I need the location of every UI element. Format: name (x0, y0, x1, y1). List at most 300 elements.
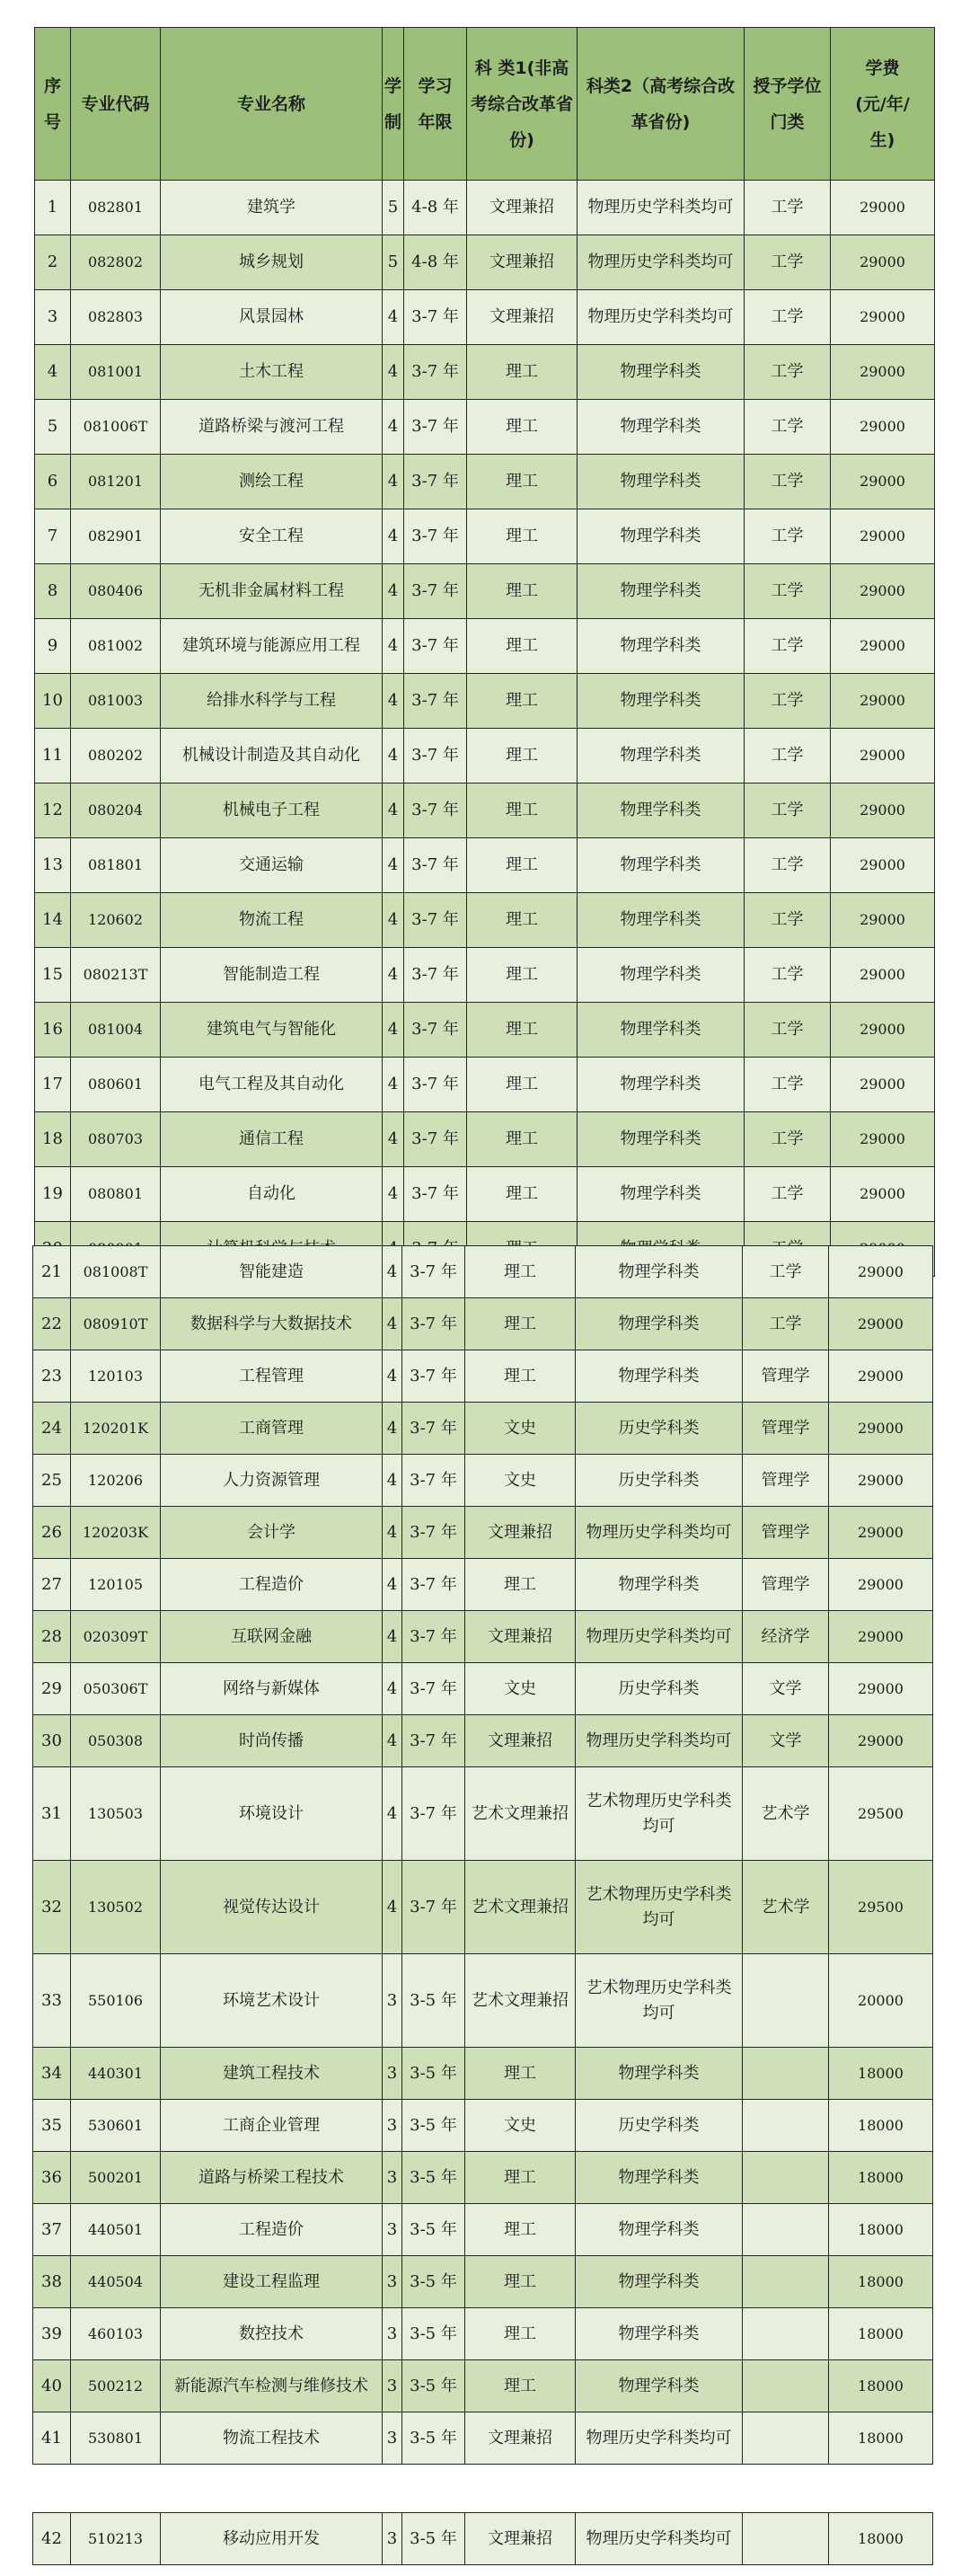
cell-tuition: 29000 (829, 1611, 933, 1663)
cell-tuition: 29000 (829, 1298, 933, 1350)
cell-years: 3-7 年 (402, 1663, 465, 1715)
cell-seq: 41 (33, 2412, 71, 2465)
cell-code: 081003 (71, 674, 161, 729)
cell-code: 440301 (71, 2048, 161, 2100)
cell-duration: 5 (383, 235, 404, 290)
table-row (35, 674, 935, 729)
cell-category-2: 物理学科类 (576, 2308, 743, 2360)
cell-seq: 8 (35, 564, 71, 619)
cell-tuition: 20000 (829, 1954, 933, 2048)
header-category-1-line: 份) (509, 129, 534, 150)
cell-duration: 4 (383, 1455, 402, 1507)
cell-tuition: 29000 (831, 345, 935, 400)
cell-code: 120206 (71, 1455, 161, 1507)
cell-category-1: 理工 (467, 1167, 578, 1222)
cell-years: 3-5 年 (402, 2048, 465, 2100)
cell-years: 3-7 年 (402, 1767, 465, 1861)
cell-name: 工程管理 (161, 1350, 383, 1403)
table-row (33, 1954, 933, 2048)
cell-degree (743, 2100, 829, 2152)
table-row (33, 2360, 933, 2412)
cell-tuition: 29000 (831, 619, 935, 674)
cell-years: 4-8 年 (404, 181, 467, 235)
cell-duration: 3 (383, 2100, 402, 2152)
cell-years: 3-5 年 (402, 2152, 465, 2204)
cell-duration: 3 (383, 2308, 402, 2360)
cell-code: 081004 (71, 1003, 161, 1058)
cell-degree (743, 2360, 829, 2412)
cell-name: 建筑电气与智能化 (161, 1003, 383, 1058)
cell-category-1: 文理兼招 (467, 181, 578, 235)
cell-degree: 工学 (745, 181, 831, 235)
cell-tuition: 29000 (831, 1058, 935, 1112)
table-row (33, 2204, 933, 2256)
cell-years: 3-7 年 (404, 455, 467, 509)
cell-degree (743, 2513, 829, 2565)
cell-name: 道路与桥梁工程技术 (161, 2152, 383, 2204)
cell-seq: 37 (33, 2204, 71, 2256)
cell-category-1: 理工 (465, 1350, 576, 1403)
cell-seq: 36 (33, 2152, 71, 2204)
cell-category-1: 理工 (465, 2152, 576, 2204)
cell-category-1: 理工 (465, 1246, 576, 1298)
cell-degree: 管理学 (743, 1403, 829, 1455)
cell-seq: 25 (33, 1455, 71, 1507)
cell-category-2: 物理学科类 (578, 1112, 745, 1167)
cell-code: 081008T (71, 1246, 161, 1298)
cell-tuition: 18000 (829, 2308, 933, 2360)
cell-duration: 4 (383, 1611, 402, 1663)
cell-tuition: 29000 (829, 1715, 933, 1767)
cell-years: 4-8 年 (404, 235, 467, 290)
cell-degree: 工学 (745, 674, 831, 729)
cell-name: 交通运输 (161, 838, 383, 893)
cell-name: 网络与新媒体 (161, 1663, 383, 1715)
cell-seq: 24 (33, 1403, 71, 1455)
cell-duration: 4 (383, 729, 404, 783)
cell-seq: 14 (35, 893, 71, 948)
cell-code: 081201 (71, 455, 161, 509)
cell-category-2: 物理学科类 (576, 2204, 743, 2256)
table-row (33, 2308, 933, 2360)
cell-category-1: 艺术文理兼招 (465, 1767, 576, 1861)
table-row (35, 948, 935, 1003)
cell-tuition: 29000 (831, 838, 935, 893)
table-row (35, 1112, 935, 1167)
cell-duration: 4 (383, 1246, 402, 1298)
cell-years: 3-7 年 (402, 1350, 465, 1403)
cell-category-2: 物理历史学科类均可 (576, 1611, 743, 1663)
cell-degree (743, 2412, 829, 2465)
cell-degree: 工学 (745, 1003, 831, 1058)
cell-name: 通信工程 (161, 1112, 383, 1167)
cell-category-2: 物理历史学科类均可 (578, 290, 745, 345)
cell-category-1: 理工 (465, 2204, 576, 2256)
cell-category-2: 物理历史学科类均可 (576, 1715, 743, 1767)
cell-category-1: 艺术文理兼招 (465, 1954, 576, 2048)
cell-seq: 9 (35, 619, 71, 674)
header-seq-line: 序 (43, 75, 61, 96)
cell-duration: 4 (383, 400, 404, 455)
cell-name: 会计学 (161, 1507, 383, 1559)
cell-tuition: 29000 (831, 674, 935, 729)
table-row (33, 1715, 933, 1767)
cell-duration: 4 (383, 838, 404, 893)
cell-name: 建筑环境与能源应用工程 (161, 619, 383, 674)
cell-tuition: 29000 (831, 455, 935, 509)
cell-degree (743, 1954, 829, 2048)
cell-seq: 19 (35, 1167, 71, 1222)
cell-duration: 4 (383, 1507, 402, 1559)
cell-degree (743, 2204, 829, 2256)
header-duration (383, 28, 404, 181)
cell-name: 风景园林 (161, 290, 383, 345)
table-row (35, 181, 935, 235)
cell-tuition: 18000 (829, 2360, 933, 2412)
table-row (33, 2513, 933, 2565)
cell-name: 电气工程及其自动化 (161, 1058, 383, 1112)
cell-years: 3-7 年 (404, 345, 467, 400)
table-row (33, 2256, 933, 2308)
cell-duration: 4 (383, 509, 404, 564)
cell-years: 3-7 年 (404, 290, 467, 345)
cell-name: 视觉传达设计 (161, 1861, 383, 1954)
cell-code: 081001 (71, 345, 161, 400)
cell-years: 3-5 年 (402, 2513, 465, 2565)
header-degree (745, 28, 831, 181)
cell-tuition: 29500 (829, 1767, 933, 1861)
cell-category-1: 理工 (467, 455, 578, 509)
header-tuition-line: 学费 (865, 58, 900, 78)
cell-category-2: 物理学科类 (578, 509, 745, 564)
header-category-2-line: 革省份) (630, 111, 691, 132)
cell-code: 082901 (71, 509, 161, 564)
cell-category-2-line: 均可 (642, 1816, 675, 1836)
cell-seq: 28 (33, 1611, 71, 1663)
cell-years: 3-7 年 (404, 1003, 467, 1058)
cell-name: 自动化 (161, 1167, 383, 1222)
cell-years: 3-7 年 (402, 1403, 465, 1455)
cell-tuition: 29000 (831, 509, 935, 564)
cell-name: 工商管理 (161, 1403, 383, 1455)
cell-years: 3-7 年 (402, 1246, 465, 1298)
cell-name: 安全工程 (161, 509, 383, 564)
cell-code: 440504 (71, 2256, 161, 2308)
cell-category-2: 物理历史学科类均可 (576, 2412, 743, 2465)
cell-duration: 3 (383, 2360, 402, 2412)
cell-duration: 4 (383, 455, 404, 509)
cell-tuition: 29000 (831, 783, 935, 838)
cell-seq: 10 (35, 674, 71, 729)
cell-category-2: 物理学科类 (578, 564, 745, 619)
cell-seq: 1 (35, 181, 71, 235)
cell-tuition: 18000 (829, 2048, 933, 2100)
cell-category-2: 物理学科类 (576, 1559, 743, 1611)
cell-category-2: 历史学科类 (576, 1403, 743, 1455)
cell-code: 080703 (71, 1112, 161, 1167)
cell-duration: 4 (383, 948, 404, 1003)
table-row (33, 2152, 933, 2204)
cell-years: 3-7 年 (402, 1611, 465, 1663)
cell-name: 建筑学 (161, 181, 383, 235)
header-duration-line: 制 (384, 111, 402, 132)
cell-tuition: 29000 (829, 1455, 933, 1507)
cell-duration: 4 (383, 1403, 402, 1455)
header-tuition-line: (元/年/ (855, 93, 910, 114)
table-header-row (35, 28, 935, 181)
cell-duration: 4 (383, 564, 404, 619)
table-row (35, 290, 935, 345)
cell-duration: 3 (383, 2256, 402, 2308)
cell-code: 120201K (71, 1403, 161, 1455)
cell-category-1: 理工 (467, 1003, 578, 1058)
table-row (33, 2100, 933, 2152)
cell-category-2: 物理学科类 (578, 455, 745, 509)
cell-name: 互联网金融 (161, 1611, 383, 1663)
cell-category-2: 物理学科类 (578, 1058, 745, 1112)
cell-name: 移动应用开发 (161, 2513, 383, 2565)
table-row (35, 783, 935, 838)
cell-years: 3-7 年 (402, 1861, 465, 1954)
cell-name: 数控技术 (161, 2308, 383, 2360)
cell-degree: 文学 (743, 1663, 829, 1715)
cell-years: 3-7 年 (404, 783, 467, 838)
cell-duration: 3 (383, 2204, 402, 2256)
cell-seq: 17 (35, 1058, 71, 1112)
cell-seq: 32 (33, 1861, 71, 1954)
cell-tuition: 29500 (829, 1861, 933, 1954)
cell-degree: 工学 (745, 948, 831, 1003)
cell-category-1: 理工 (467, 783, 578, 838)
cell-degree (743, 2152, 829, 2204)
cell-category-1: 文理兼招 (465, 2513, 576, 2565)
cell-name: 工商企业管理 (161, 2100, 383, 2152)
cell-category-2: 物理历史学科类均可 (576, 1507, 743, 1559)
cell-seq: 29 (33, 1663, 71, 1715)
header-tuition (831, 28, 935, 181)
cell-seq: 5 (35, 400, 71, 455)
table-row (33, 1246, 933, 1298)
cell-duration: 3 (383, 2152, 402, 2204)
cell-category-1: 理工 (467, 619, 578, 674)
cell-category-2: 物理学科类 (576, 2360, 743, 2412)
cell-category-1: 文理兼招 (465, 1715, 576, 1767)
cell-degree: 工学 (745, 290, 831, 345)
cell-tuition: 29000 (831, 1112, 935, 1167)
table-row (35, 455, 935, 509)
cell-years: 3-7 年 (404, 400, 467, 455)
table-row (35, 1058, 935, 1112)
cell-code: 530601 (71, 2100, 161, 2152)
cell-degree: 工学 (745, 509, 831, 564)
cell-tuition: 29000 (829, 1663, 933, 1715)
table-row (35, 564, 935, 619)
cell-category-1: 理工 (467, 1112, 578, 1167)
cell-duration: 3 (383, 2513, 402, 2565)
table-row (33, 1559, 933, 1611)
cell-years: 3-5 年 (402, 2204, 465, 2256)
cell-name: 城乡规划 (161, 235, 383, 290)
cell-category-2: 物理学科类 (578, 345, 745, 400)
header-code (71, 28, 161, 181)
cell-years: 3-7 年 (404, 729, 467, 783)
cell-name: 测绘工程 (161, 455, 383, 509)
cell-seq: 4 (35, 345, 71, 400)
cell-degree: 艺术学 (743, 1767, 829, 1861)
cell-degree: 工学 (743, 1298, 829, 1350)
cell-tuition: 29000 (831, 948, 935, 1003)
cell-seq: 3 (35, 290, 71, 345)
cell-duration: 4 (383, 345, 404, 400)
cell-seq: 7 (35, 509, 71, 564)
cell-duration: 5 (383, 181, 404, 235)
cell-seq: 27 (33, 1559, 71, 1611)
cell-tuition: 29000 (829, 1403, 933, 1455)
cell-code: 120602 (71, 893, 161, 948)
cell-category-1: 理工 (467, 400, 578, 455)
cell-duration: 4 (383, 674, 404, 729)
cell-degree: 工学 (745, 729, 831, 783)
table-row (35, 509, 935, 564)
cell-name: 给排水科学与工程 (161, 674, 383, 729)
cell-category-1: 文史 (465, 2100, 576, 2152)
cell-category-1: 理工 (467, 509, 578, 564)
cell-degree (743, 2048, 829, 2100)
cell-category-2: 物理学科类 (578, 783, 745, 838)
cell-degree: 工学 (745, 564, 831, 619)
cell-duration: 4 (383, 290, 404, 345)
cell-seq: 33 (33, 1954, 71, 2048)
cell-category-2: 物理学科类 (578, 674, 745, 729)
cell-seq: 30 (33, 1715, 71, 1767)
cell-category-2: 物理学科类 (576, 1298, 743, 1350)
header-seq-line: 号 (43, 111, 61, 132)
cell-duration: 4 (383, 1767, 402, 1861)
cell-seq: 34 (33, 2048, 71, 2100)
cell-years: 3-7 年 (402, 1507, 465, 1559)
table-row (35, 619, 935, 674)
cell-category-1: 理工 (467, 1058, 578, 1112)
cell-degree: 管理学 (743, 1507, 829, 1559)
table-row (35, 838, 935, 893)
cell-tuition: 29000 (831, 1167, 935, 1222)
cell-code: 082803 (71, 290, 161, 345)
cell-name: 工程造价 (161, 2204, 383, 2256)
cell-category-1: 文史 (465, 1403, 576, 1455)
cell-tuition: 18000 (829, 2513, 933, 2565)
cell-years: 3-7 年 (404, 838, 467, 893)
cell-category-2: 物理学科类 (576, 2152, 743, 2204)
cell-category-1: 理工 (465, 2256, 576, 2308)
cell-years: 3-5 年 (402, 2100, 465, 2152)
cell-category-2: 物理学科类 (576, 2256, 743, 2308)
cell-name: 环境设计 (161, 1767, 383, 1861)
cell-years: 3-7 年 (404, 948, 467, 1003)
cell-code: 440501 (71, 2204, 161, 2256)
cell-name: 数据科学与大数据技术 (161, 1298, 383, 1350)
cell-category-2 (576, 1861, 743, 1954)
table-row (35, 893, 935, 948)
cell-years: 3-7 年 (404, 564, 467, 619)
table-row (33, 2412, 933, 2465)
header-category-1-line: 科 类1(非高 (474, 58, 569, 78)
cell-code: 020309T (71, 1611, 161, 1663)
table-row (33, 1767, 933, 1861)
cell-code: 120105 (71, 1559, 161, 1611)
table-row (35, 345, 935, 400)
cell-years: 3-7 年 (404, 509, 467, 564)
cell-name: 物流工程技术 (161, 2412, 383, 2465)
table-row (35, 729, 935, 783)
cell-years: 3-5 年 (402, 2360, 465, 2412)
table-row (33, 1455, 933, 1507)
cell-category-1: 理工 (467, 564, 578, 619)
cell-tuition: 29000 (831, 564, 935, 619)
header-degree-line: 授予学位 (753, 75, 822, 96)
cell-name: 智能制造工程 (161, 948, 383, 1003)
cell-code: 081002 (71, 619, 161, 674)
header-years (404, 28, 467, 181)
cell-category-1: 理工 (465, 2308, 576, 2360)
cell-duration: 4 (383, 1663, 402, 1715)
cell-years: 3-7 年 (402, 1455, 465, 1507)
cell-code: 080601 (71, 1058, 161, 1112)
cell-tuition: 18000 (829, 2256, 933, 2308)
cell-seq: 39 (33, 2308, 71, 2360)
header-degree-line: 门类 (770, 111, 805, 132)
cell-duration: 4 (383, 893, 404, 948)
cell-category-2 (576, 1767, 743, 1861)
cell-code: 082802 (71, 235, 161, 290)
cell-tuition: 29000 (829, 1559, 933, 1611)
cell-tuition: 29000 (831, 729, 935, 783)
cell-years: 3-7 年 (404, 1112, 467, 1167)
cell-category-1: 理工 (467, 729, 578, 783)
cell-duration: 3 (383, 2048, 402, 2100)
cell-name: 智能建造 (161, 1246, 383, 1298)
cell-years: 3-7 年 (404, 619, 467, 674)
cell-years: 3-7 年 (404, 674, 467, 729)
cell-code: 500201 (71, 2152, 161, 2204)
table-row (35, 400, 935, 455)
cell-years: 3-7 年 (404, 1167, 467, 1222)
cell-category-2: 物理学科类 (578, 400, 745, 455)
cell-degree: 工学 (745, 893, 831, 948)
cell-category-2: 物理学科类 (578, 1167, 745, 1222)
cell-category-2: 物理学科类 (578, 729, 745, 783)
cell-code: 530801 (71, 2412, 161, 2465)
cell-category-1: 文史 (465, 1663, 576, 1715)
cell-degree: 工学 (745, 838, 831, 893)
cell-seq: 40 (33, 2360, 71, 2412)
cell-degree: 管理学 (743, 1350, 829, 1403)
cell-category-2: 物理学科类 (578, 619, 745, 674)
cell-years: 3-7 年 (404, 1058, 467, 1112)
cell-category-1: 理工 (465, 2048, 576, 2100)
table-row (33, 1403, 933, 1455)
cell-code: 080910T (71, 1298, 161, 1350)
cell-category-1: 理工 (467, 948, 578, 1003)
cell-degree: 工学 (745, 345, 831, 400)
table-row (33, 1298, 933, 1350)
table-row (33, 1663, 933, 1715)
cell-years: 3-5 年 (402, 1954, 465, 2048)
cell-tuition: 29000 (831, 290, 935, 345)
cell-category-2: 历史学科类 (576, 1663, 743, 1715)
cell-category-1: 理工 (467, 893, 578, 948)
cell-category-2: 物理历史学科类均可 (578, 181, 745, 235)
cell-seq: 2 (35, 235, 71, 290)
